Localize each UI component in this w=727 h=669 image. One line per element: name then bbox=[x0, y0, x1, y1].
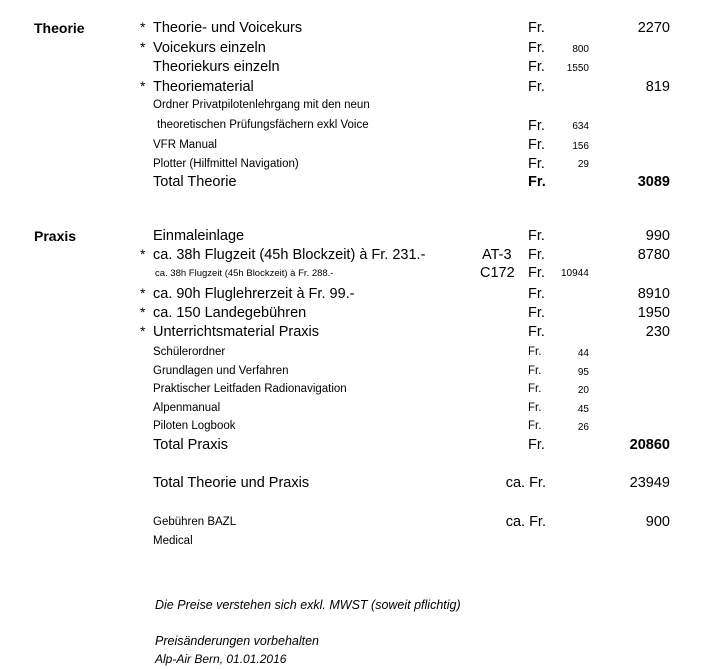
material-item-currency: Fr. bbox=[528, 383, 542, 395]
gebuehren-value: 900 bbox=[645, 514, 670, 530]
material-item-amount: 26 bbox=[577, 422, 589, 433]
material-item-label: Grundlagen und Verfahren bbox=[153, 365, 289, 377]
item-subamount: 800 bbox=[572, 44, 589, 55]
total-theorie-label: Total Theorie bbox=[153, 174, 237, 190]
material-item-label: Praktischer Leitfaden Radionavigation bbox=[153, 383, 347, 395]
item-label: Theoriematerial bbox=[153, 79, 254, 95]
star-marker: * bbox=[140, 285, 146, 301]
item-label: Theoriekurs einzeln bbox=[153, 59, 280, 75]
fluglehrerzeit-label: ca. 90h Fluglehrerzeit à Fr. 99.- bbox=[153, 286, 355, 302]
total-praxis-currency: Fr. bbox=[528, 437, 545, 453]
item-label: theoretischen Prüfungsfächern exkl Voice bbox=[157, 119, 369, 131]
aircraft-type: AT-3 bbox=[482, 247, 512, 263]
star-marker: * bbox=[140, 304, 146, 320]
section-title-praxis: Praxis bbox=[34, 228, 77, 244]
item-subamount: 1550 bbox=[566, 63, 589, 74]
grand-total-value: 23949 bbox=[629, 475, 670, 491]
material-item-currency: Fr. bbox=[528, 365, 542, 377]
gebuehren-currency: ca. Fr. bbox=[505, 514, 546, 530]
item-label: Theorie- und Voicekurs bbox=[153, 20, 303, 36]
medical-label: Medical bbox=[153, 535, 193, 547]
material-item-amount: 44 bbox=[577, 348, 589, 359]
flugzeit-at3-currency: Fr. bbox=[528, 247, 545, 263]
total-theorie-currency: Fr. bbox=[528, 174, 546, 190]
item-currency: Fr. bbox=[528, 59, 545, 75]
material-item-label: Piloten Logbook bbox=[153, 420, 236, 432]
material-item-label: Alpenmanual bbox=[153, 402, 221, 414]
total-praxis-label: Total Praxis bbox=[153, 437, 228, 453]
star-marker: * bbox=[140, 246, 146, 262]
total-theorie-value: 3089 bbox=[637, 174, 670, 190]
star-marker: * bbox=[140, 78, 146, 94]
star-marker: * bbox=[140, 19, 146, 35]
star-marker: * bbox=[140, 323, 146, 339]
place-date-note: Alp-Air Bern, 01.01.2016 bbox=[155, 652, 287, 666]
material-item-currency: Fr. bbox=[528, 420, 542, 432]
flugzeit-c172-currency: Fr. bbox=[528, 265, 545, 281]
item-subamount: 29 bbox=[577, 159, 589, 170]
item-label: Plotter (Hilfmittel Navigation) bbox=[153, 158, 299, 170]
item-label: VFR Manual bbox=[153, 139, 217, 151]
star-marker: * bbox=[140, 39, 146, 55]
flugzeit-at3-label: ca. 38h Flugzeit (45h Blockzeit) à Fr. 231.- bbox=[153, 247, 426, 263]
fluglehrerzeit-currency: Fr. bbox=[528, 286, 545, 302]
item-subamount: 156 bbox=[572, 141, 589, 152]
section-title-theorie: Theorie bbox=[34, 20, 85, 36]
flugzeit-c172-subamount: 10944 bbox=[561, 268, 589, 279]
aircraft-type: C172 bbox=[480, 265, 515, 281]
item-currency: Fr. bbox=[528, 137, 545, 153]
item-total: 819 bbox=[645, 79, 670, 95]
material-item-amount: 45 bbox=[577, 404, 589, 415]
material-item-amount: 95 bbox=[577, 367, 589, 378]
item-subamount: 634 bbox=[572, 121, 589, 132]
landegebuehren-total: 1950 bbox=[637, 305, 670, 321]
total-praxis-value: 20860 bbox=[629, 437, 670, 453]
material-item-amount: 20 bbox=[577, 385, 589, 396]
flugzeit-at3-total: 8780 bbox=[637, 247, 670, 263]
einmaleinlage-currency: Fr. bbox=[528, 228, 545, 244]
item-currency: Fr. bbox=[528, 156, 545, 172]
flugzeit-c172-label: ca. 38h Flugzeit (45h Blockzeit) à Fr. 288.- bbox=[155, 268, 334, 279]
unterrichtsmaterial-label: Unterrichtsmaterial Praxis bbox=[153, 324, 319, 340]
landegebuehren-label: ca. 150 Landegebühren bbox=[153, 305, 307, 321]
unterrichtsmaterial-currency: Fr. bbox=[528, 324, 545, 340]
material-item-label: Schülerordner bbox=[153, 346, 226, 358]
price-change-note: Preisänderungen vorbehalten bbox=[155, 634, 320, 648]
item-currency: Fr. bbox=[528, 118, 545, 134]
grand-total-label: Total Theorie und Praxis bbox=[153, 475, 310, 491]
mwst-note: Die Preise verstehen sich exkl. MWST (soweit pflichtig) bbox=[155, 598, 461, 612]
material-item-currency: Fr. bbox=[528, 402, 542, 414]
fluglehrerzeit-total: 8910 bbox=[637, 286, 670, 302]
material-item-currency: Fr. bbox=[528, 346, 542, 358]
item-currency: Fr. bbox=[528, 40, 545, 56]
item-total: 2270 bbox=[637, 20, 670, 36]
item-currency: Fr. bbox=[528, 79, 545, 95]
einmaleinlage-total: 990 bbox=[645, 228, 670, 244]
item-label: Voicekurs einzeln bbox=[153, 40, 266, 56]
landegebuehren-currency: Fr. bbox=[528, 305, 545, 321]
item-label: Ordner Privatpilotenlehrgang mit den neun bbox=[153, 99, 370, 111]
item-currency: Fr. bbox=[528, 20, 545, 36]
gebuehren-label: Gebühren BAZL bbox=[153, 516, 237, 528]
unterrichtsmaterial-total: 230 bbox=[645, 324, 670, 340]
grand-total-currency: ca. Fr. bbox=[505, 475, 546, 491]
einmaleinlage-label: Einmaleinlage bbox=[153, 228, 245, 244]
